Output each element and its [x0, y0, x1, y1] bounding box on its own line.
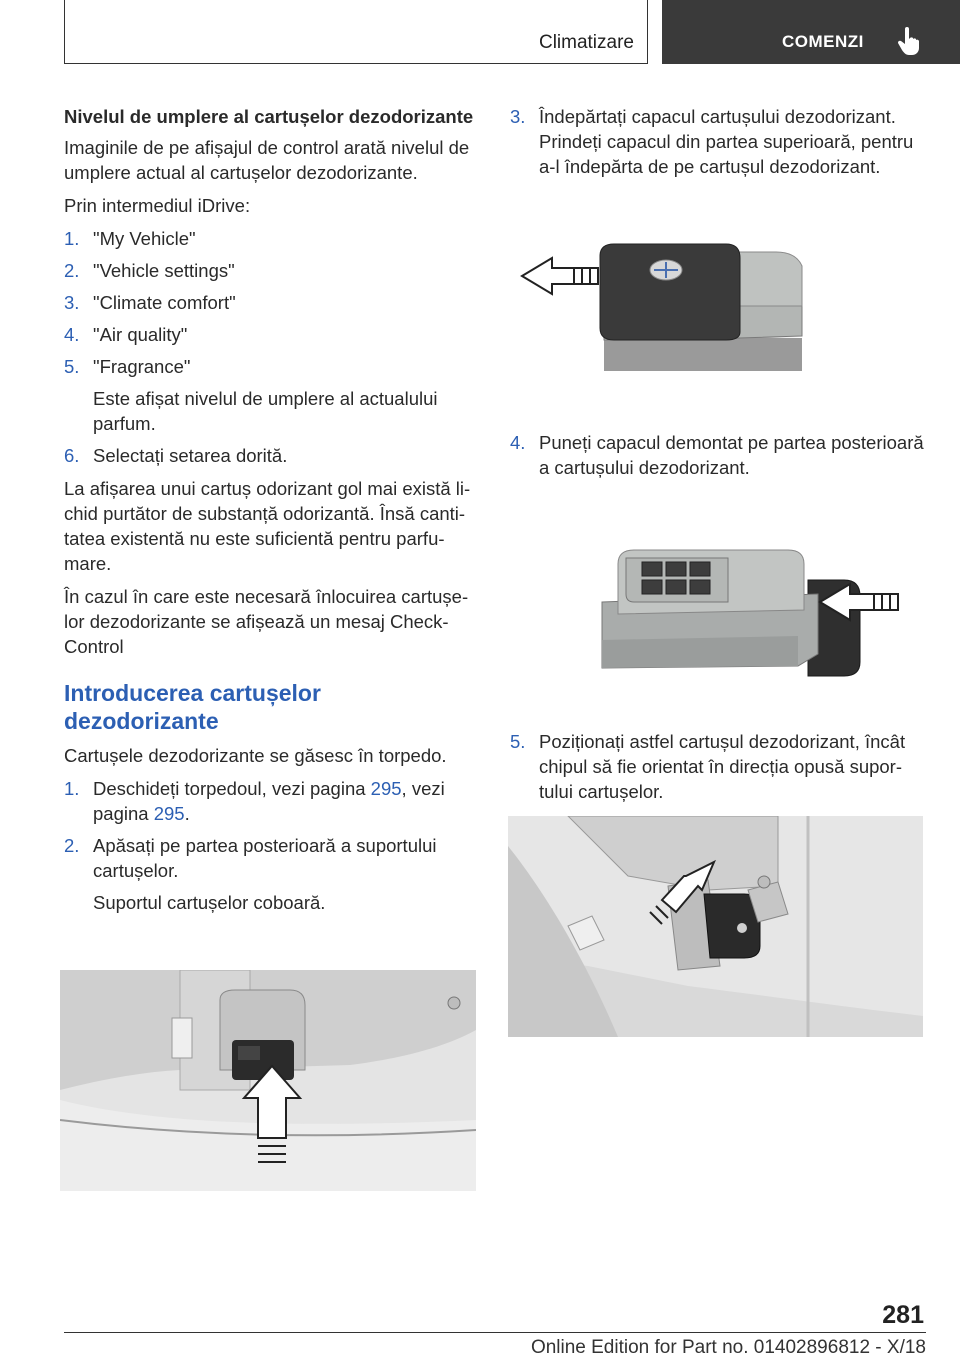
section-title-insert: Introducerea cartușelor dezodorizante: [64, 680, 321, 734]
step-text: "Climate comfort": [93, 292, 236, 313]
step-text: Îndepărtați capacul cartușului dezodorizant.: [539, 106, 896, 127]
header-section-title: Climatizare: [538, 32, 634, 53]
step-number: 2.: [64, 835, 80, 856]
step-number: 4.: [510, 432, 526, 453]
step-number: 1.: [64, 778, 80, 799]
left-column: [64, 104, 478, 923]
step-subtext: Prindeți capacul din partea superioară, pentru a-l îndepărta de pe cartușul dezodorizant.: [539, 131, 914, 177]
footer-edition: Online Edition for Part no. 01402896812 - X/18: [530, 1337, 926, 1358]
hand-pointer-icon: [896, 27, 922, 55]
replace-cartridge-paragraph: În cazul în care este necesară înlocuirea cartușelor dezodorizante se afișează un mesaj Check-Control: [64, 586, 469, 657]
list-item: [64, 258, 478, 283]
step4-list: [510, 430, 926, 480]
step-number: 3.: [64, 292, 80, 313]
step3-list: [510, 104, 926, 179]
step-number: 4.: [64, 324, 80, 345]
step-text: .: [184, 803, 190, 824]
list-item: [64, 443, 478, 468]
list-item: [64, 322, 478, 347]
header-tab-comenzi[interactable]: [662, 0, 960, 64]
step-subtext: Suportul cartușelor coboară.: [93, 892, 326, 913]
list-item: [510, 729, 926, 804]
list-item: [510, 430, 926, 480]
step-number: 1.: [64, 228, 80, 249]
step-text: "Vehicle settings": [93, 260, 235, 281]
empty-cartridge-paragraph: La afișarea unui cartuș odorizant gol mai există lichid purtător de substanță odorizantă. Însă cantitatea existentă nu este suficientă pentru parfumare.: [64, 478, 471, 574]
step5-list: [510, 729, 926, 804]
page-link-295[interactable]: 295: [153, 803, 185, 824]
list-item: [64, 290, 478, 315]
right-column: [510, 104, 926, 187]
via-idrive-text: Prin intermediul iDrive:: [64, 195, 251, 216]
section-intro: Cartușele dezodorizante se găsesc în torpedo.: [64, 745, 447, 766]
step-number: 6.: [64, 445, 80, 466]
step-text: Apăsați pe partea posterioară a suportului cartușelor.: [93, 835, 437, 881]
step-text: "Air quality": [93, 324, 188, 345]
step-number: 5.: [64, 356, 80, 377]
list-item: [510, 104, 926, 179]
cartridge-positioning-illustration: [508, 816, 923, 1037]
step-number: 2.: [64, 260, 80, 281]
step-number: 5.: [510, 731, 526, 752]
list-item: [64, 833, 478, 915]
list-item: [64, 354, 478, 436]
idrive-steps-list: [64, 226, 478, 468]
intro-paragraph: Imaginile de pe afișajul de control arată nivelul de umplere actual al cartușelor dezodorizante.: [64, 137, 470, 183]
page-number: 281: [882, 1301, 924, 1329]
step-text: Poziționați astfel cartușul dezodorizant, încât chipul să fie orientat în direcția opusă suportului cartușelor.: [539, 731, 906, 802]
cartridge-cap-removal-illustration: [516, 236, 816, 378]
page-link-295[interactable]: 295: [370, 778, 402, 799]
cartridge-cap-attach-illustration: [598, 544, 906, 684]
insert-steps-list: [64, 776, 478, 915]
step-text: Puneți capacul demontat pe partea posterioară a cartușului dezodorizant.: [539, 432, 924, 478]
right-column-step5: [510, 729, 926, 812]
step-text: "Fragrance": [93, 356, 191, 377]
step-text: Deschideți torpedoul, vezi pagina: [93, 778, 371, 799]
step-number: 3.: [510, 106, 526, 127]
list-item: [64, 226, 478, 251]
subheading-fill-level: Nivelul de umplere al cartușelor dezodorizante: [64, 106, 474, 127]
step-text: , vezi pagina: [93, 778, 445, 824]
step-subtext: Este afișat nivelul de umplere al actualului parfum.: [93, 388, 438, 434]
list-item: [64, 776, 478, 826]
header-tab-label: COMENZI: [782, 32, 864, 51]
footer-divider: [64, 1332, 926, 1333]
glovebox-holder-illustration: [60, 970, 476, 1191]
step-text: "My Vehicle": [93, 228, 196, 249]
step-text: Selectați setarea dorită.: [93, 445, 288, 466]
right-column-step4: [510, 430, 926, 488]
